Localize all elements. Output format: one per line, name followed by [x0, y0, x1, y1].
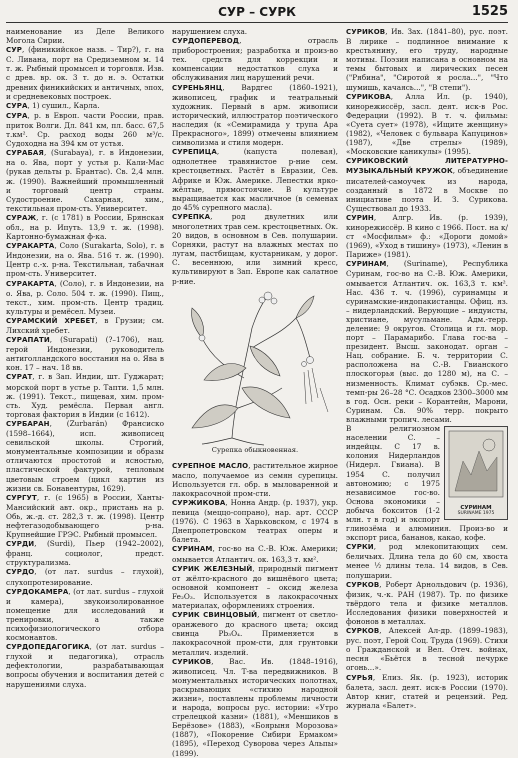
entry-text: (от лат. surdus – глухой и педагогика), отрасль дефектологии, разрабатывающая вопросы обучения и воспитания детей с нарушениями слуха. [6, 642, 164, 689]
entry-text: В религиозном населении С. – индейцы. С 17 в. колония Нидерландов (Нидерл. Гвиана). В 1954 С. получил автономию; с 1975 независимое гос-во. Основа экономики – добыча бокситов (1-2 млн. т в год) и экспорт глинозёма и алюминия. Произ-во и экспорт риса, бананов, какао, кофе. [346, 424, 508, 543]
entry-text: г. в Зап. Индии, шт. Гуджарат; морской порт в устье р. Тапти. 1,5 млн. ж. (1991). Текст., пищевая, хим. пром-сть. Худ. ремёсла. Первая англ. торговая фактория в Индии (с 1612). [6, 372, 164, 419]
column-2 [172, 27, 339, 758]
postage-stamp-icon [444, 426, 508, 520]
entry-text: гос-во на С.-В. Юж. Америки; омывается Атлантич. ок. 163,3 т. км². [172, 544, 338, 564]
dictionary-entry: СУРИК СВИНЦОВЫЙ, пигмент от светло-оранжевого до красного цвета; оксид свинца Pb₃O₄. Применяется в лакокрасочной пром-сти, для грунтовки металлич. изделий. [172, 610, 339, 657]
dictionary-entry: СУРИН, Алгр. Ив. (р. 1939), кинорежиссёр. В кино с 1966. Пост. на к/ст «Мосфильм» ф.: «Дороги домой» (1969), «Уход в тишину» (1973), «Ленин в Париже» (1981). [346, 212, 508, 260]
entry-text: (от лат. surdus – глухой и камера), звукоизолированное помещение для исследований и тренировки, а также психофизиологического отбора космонавтов. [6, 586, 165, 643]
entry-headword: СУРИК ЖЕЛЕЗНЫЙ [172, 564, 253, 573]
figure-caption: Сурепка обыкновенная. [211, 445, 299, 454]
entry-text: Роберт Арнольдович (р. 1936), физик, ч.-к. РАН (1987). Тр. по физике твёрдого тела и физике металлов. Исследования физики поверхностей и фононов в металлах. [346, 579, 509, 626]
dictionary-entry: СУРДОПЕРЕВОД, отрасль приборостроения; разработка и произ-во тех. средств для коррекции и компенсации недостатков слуха и обслуживания лиц нарушений речи. [172, 36, 338, 83]
dictionary-entry [6, 27, 164, 45]
entry-text: Вас. Ив. (1848–1916), живописец. Чл. Т-ва передвижников. В монументальных исторических полотнах, раскрывающих «стихию народной жизни», поставлены проблемы личности и народа, вопросы рус. истории: «Утро стрелецкой казни» (1881), «Меншиков в Берёзове» (1883), «Боярыня Морозова» (1887), «Покорение Сибири Ермаком» (1895), «Переход Суворова через Альпы» (1899). [172, 656, 339, 758]
entry-headword: СУРАКАРТА [6, 279, 55, 288]
entry-text: (финикийское назв. – Тир?), г. на С. Ливана, порт на Средиземном м. 14 т. ж. Рыбный промысел и торговля. Изв. с древ. вр. ок. 3 т. до н. э. Остатки древних финикийских и античных, эпох, и средневековых построек. [6, 45, 164, 101]
dictionary-entry: СУРИНАМ, (Suriname), Республика Суринам, гос-во на С.-В. Юж. Америки, омывается Атлантич. ок. 163,3 т. км². Нас. 436 т. ч. (1996), суринамцы и суринамские-индопакистанцы. Офиц. яз. – нидерландский. Верующие – индуисты, христиане, мусульмане. Адм.-терр. деление: 9 округов. Столица и гл. мор. порт – Парамарибо. Глава гос-ва – президент. Высш. законодат. орган – Нац. собрание. Б. ч. территории С. расположена на С.-В. Гвианского плоскогорья (выс. до 1280 м), на С. – низменность. Климат субэкв. Ср.-мес. темп-ры 26–28 °С. Осадков 2300–3000 мм в год. Осн. реки – Корантейн, Марони, Суринам. Св. 90% терр. покрыто влажными тропич. лесами. [346, 259, 508, 424]
entry-headword: СУРАБАЯ [6, 149, 44, 158]
entry-headword: СУР [6, 46, 22, 55]
dictionary-entry: СУРЖИКОВА, Нонна Андр. (р. 1937), укр. певица (меццо-сопрано), нар. арт. СССР (1976). С 1963 в Харьковском, с 1974 в Днепропетровском театрах оперы и балета. [172, 498, 339, 545]
dictionary-entry: СУРДОПЕДАГОГИКА, (от лат. surdus – глухой и педагогика), отрасль дефектологии, разрабатывающая вопросы обучения и воспитания детей с нарушениями слуха. [6, 642, 164, 689]
dictionary-entry: СУРДО, (от лат. surdus – глухой), слухопротезирование. [6, 567, 164, 587]
entry-text: Елиз. Як. (р. 1923), историк балета, засл. деят. иск-в России (1970). Автор книг, статей и рецензий. Ред. журнала «Балет». [346, 672, 508, 710]
entry-text: нарушением слуха. [172, 27, 248, 36]
column-1 [6, 27, 164, 692]
entry-headword: СУРДОКАМЕРА [6, 587, 69, 596]
dictionary-entry: СУРАПАТИ, (Surapati) (?–1706), нац. герой Индонезии, руководитель антиголландского восстания на о. Ява в кон. 17 – нач. 18 вв. [6, 335, 165, 373]
entry-headword: СУРГУТ [6, 493, 37, 502]
entry-headword: СУРИК СВИНЦОВЫЙ [172, 611, 258, 620]
entry-headword: СУРАКАРТА [6, 242, 55, 251]
entry-text: (капуста полевая), однолетнее травянистое р-ние сем. крестоцветных. Растёт в Евразии, Сев. Африке и Юж. Америке. Лепестки ярко-жёлтые, прямостоячие. В культуре выращивается как масличное (в семенах до 45% сурепного масла). [172, 147, 338, 212]
dictionary-entry: СУРЕПНОЕ МАСЛО, растительное жирное масло, получаемое из семян сурепицы. Используется гл. обр. в мыловаренной и лакокрасочной пром-сти. [172, 460, 338, 498]
entry-headword: СУРИНАМ [346, 260, 387, 269]
dictionary-entry: СУРЕНЬЯНЦ, Вардгес (1860–1921), живописец, график и театральный художник. Первый в арм. живописи исторический, иллюстратор поэтического наследия (к «Семирамида у трупа Ара Прекрасного», 1899) отмечены влиянием символизма и стиля модерн. [172, 82, 338, 148]
dictionary-entry: СУРЬЯ, Елиз. Як. (р. 1923), историк балета, засл. деят. иск-в России (1970). Автор книг, статей и рецензий. Ред. журнала «Балет». [346, 672, 508, 710]
stamp-title: СУРИНАМ [460, 504, 492, 511]
entry-text: объединение писателей-самоучек из народа, созданный в 1872 в Москве по инициативе поэта И. З. Сурикова. Существовал до 1933. [346, 166, 508, 213]
entry-headword: СУРИН [346, 213, 374, 222]
column-3 [346, 27, 509, 710]
dictionary-entry [172, 27, 338, 36]
dictionary-entry: СУРКИ, род млекопитающих сем. беличьих. Длина тела до 60 см, хвоста менее ½ длины тела. 14 видов, в Сев. полушарии. [346, 542, 508, 580]
dictionary-entry: СУРДИ, (Surdi), Пьер (1942–2002), франц. социолог, предст. структурализма. [6, 539, 164, 568]
entry-headword: СУРИНАМ [172, 545, 213, 554]
entry-text: Соло (Surakarta, Solo), г. в Индонезии, на о. Ява. 516 т. ж. (1990). Центр с.-х. р-на. Текстильная, табачная пром-сть. Университет. [6, 241, 164, 279]
entry-headword: СУРИКОВ [346, 28, 386, 36]
entry-headword: СУРЕПИЦА [172, 148, 217, 157]
entry-text: в Грузии; см. Лихский хребет. [6, 315, 164, 335]
entry-headword: СУРАМСКИЙ ХРЕБЕТ [6, 316, 96, 325]
dictionary-entry: СУРДОКАМЕРА, (от лат. surdus – глухой и камера), звукоизолированное помещение для исследований и тренировки, а также психофизиологического отбора космонавтов. [6, 586, 165, 643]
dictionary-entry: СУРИКОВ, Вас. Ив. (1848–1916), живописец. Чл. Т-ва передвижников. В монументальных исторических полотнах, раскрывающих «стихию народной жизни», поставлены проблемы личности и народа, вопросы рус. истории: «Утро стрелецкой казни» (1881), «Меншиков в Берёзове» (1883), «Боярыня Морозова» (1887), «Покорение Сибири Ермаком» (1895), «Переход Суворова через Альпы» (1899). [172, 656, 339, 758]
entry-headword: СУРЕПКА [172, 212, 211, 221]
entry-headword: СУРА [6, 101, 28, 110]
stamp-subtitle: SURINAME 1975 [457, 510, 495, 516]
entry-text: Нонна Андр. (р. 1937), укр. певица (меццо-сопрано), нар. арт. СССР (1976). С 1963 в Харьковском, с 1974 в Днепропетровском театрах оперы и балета. [172, 498, 339, 545]
entry-headword: СУРДО [6, 568, 35, 577]
entry-headword: СУРА [6, 111, 28, 120]
dictionary-entry: СУРА, р. в Европ. части России, прав. приток Волги. Дл. 841 км, пл. басс. 67,5 т.км². Ср. расход воды 260 м³/с. Судоходна на 394 км от устья. [6, 110, 165, 149]
header-rule [6, 22, 508, 23]
entry-text: (Surabaya), г. в Индонезии, на о. Ява, порт у устья р. Кали-Мас (рукав дельты р. Брантас). Св. 2,4 млн. ж. (1990). Важнейший промышленный и торговый центр страны. Судостроение. Сахарная, хим., текстильная пром-сть. Университет. [6, 148, 165, 213]
entry-headword: СУРДИ [6, 540, 35, 549]
running-head: СУР – СУРК [218, 5, 296, 19]
entry-text: пигмент от светло-оранжевого до красного цвета; оксид свинца Pb₃O₄. Применяется в лакокрасочной пром-сти, для грунтовки металлич. изделий. [172, 610, 339, 657]
dictionary-entry: СУРАБАЯ, (Surabaya), г. в Индонезии, на о. Ява, порт у устья р. Кали-Мас (рукав дельты р. Брантас). Св. 2,4 млн. ж. (1990). Важнейший промышленный и торговый центр страны. Судостроение. Сахарная, хим., текстильная пром-сть. Университет. [6, 148, 165, 213]
entry-text: наименование из Деле Великого Могола Сирии. [6, 27, 164, 46]
entry-text: 1) сушил., Карла. [32, 100, 100, 110]
dictionary-entry: СУРА, 1) сушил., Карла. [6, 100, 100, 110]
dictionary-entry: СУРИК ЖЕЛЕЗНЫЙ, природный пигмент от жёлто-красного до вишнёвого цвета; основной компонент – оксид железа Fe₂O₃. Используется в лакокрасочных материалах, оформлениях строения. [172, 563, 338, 611]
entry-text: Вардгес (1860–1921), живописец, график и театральный художник. Первый в арм. живописи исторический, иллюстратор поэтического наследия (к «Семирамида у трупа Ара Прекрасного», 1899) отмечены влиянием символизма и стиля модерн. [172, 82, 338, 148]
dictionary-entry: СУРКОВ, Роберт Арнольдович (р. 1936), физик, ч.-к. РАН (1987). Тр. по физике твёрдого тела и физике металлов. Исследования физики поверхностей и фононов в металлах. [346, 579, 509, 626]
dictionary-entry: СУРАКАРТА, Соло (Surakarta, Solo), г. в Индонезии, на о. Ява. 516 т. ж. (1990). Центр с.-х. р-на. Текстильная, табачная пром-сть. Университет. [6, 241, 164, 279]
dictionary-entry: СУРИНАМ, гос-во на С.-В. Юж. Америки; омывается Атлантич. ок. 163,3 т. км². [172, 544, 338, 564]
entry-text: Алла Ил. (р. 1940), кинорежиссёр, засл. деят. иск-в Рос. Федерации (1992). В т. ч. фильмы: «Суета сует» (1978), «Ищите женщину» (1982), «Человек с бульвара Капуцинов» (1987), «Две стрелы» (1989), «Московские каникулы» (1995). [346, 91, 509, 157]
dictionary-entry: СУРИКОВ, Ив. Зах. (1841–80), рус. поэт. В лирике – подлинное внимание к крестьянину, его труду, народные мотивы. Поэзия написана в основном на темы бытовых и лирических песен ("Рябина", "Сиротой я росла...", "Что шумишь, качаясь...", "В степи"). [346, 27, 508, 92]
entry-headword: СУРЕПНОЕ МАСЛО [172, 461, 249, 470]
entry-text: (от лат. surdus – глухой), слухопротезирование. [6, 567, 164, 587]
dictionary-entry: СУРАЖ, г. (с 1781) в России, Брянская обл., на р. Ипуть. 13,9 т. ж. (1998). Картонно-бумажная ф-ка. [6, 212, 164, 242]
entry-text: растительное жирное масло, получаемое из семян сурепицы. Используется гл. обр. в мыловаренной и лакокрасочной пром-сти. [172, 460, 338, 498]
entry-headword: СУРДОПЕРЕВОД [172, 37, 240, 46]
entry-headword: СУРАТ [6, 373, 33, 382]
dictionary-entry: СУРБАРАН, (Zurbarán) Франсиско (1598–1664), исп. живописец севильской школы. Строгий, монументальные композиции и образы отличаются простотой и ясностью, пластической фактурой, тепловым цветовым строем (цикл картин из жизни св. Бонавентуры, 1629). [6, 418, 164, 493]
entry-text: (Zurbarán) Франсиско (1598–1664), исп. живописец севильской школы. Строгий, монументальные композиции и образы отличаются простотой и ясностью, пластической фактурой, тепловым цветовым строем (цикл картин из жизни св. Бонавентуры, 1629). [6, 418, 164, 493]
entry-text: г. (с 1781) в России, Брянская обл., на р. Ипуть. 13,9 т. ж. (1998). Картонно-бумажная ф-ка. [6, 212, 164, 242]
entry-text: род двулетних или многолетних трав сем. крестоцветных. Ок. 20 видов, в основном в Сев. полушарии. Сорняки, растут на влажных местах по лугам, пастбищам, кустарникам, у дорог. С. весеннюю, или зимний кресс, культивируют в Зап. Европе как салатное р-ние. [172, 211, 339, 286]
entry-text: род млекопитающих сем. беличьих. Длина тела до 60 см, хвоста менее ½ длины тела. 14 видов, в Сев. полушарии. [346, 542, 508, 580]
dictionary-entry: СУРЕПКА, род двулетних или многолетних трав сем. крестоцветных. Ок. 20 видов, в основном в Сев. полушарии. Сорняки, растут на влажных местах по лугам, пастбищам, кустарникам, у дорог. С. весеннюю, или зимний кресс, культивируют в Зап. Европе как салатное р-ние. [172, 211, 339, 286]
dictionary-entry: СУРАМСКИЙ ХРЕБЕТ, в Грузии; см. Лихский хребет. [6, 315, 164, 335]
dictionary-entry: СУР, (финикийское назв. – Тир?), г. на С. Ливана, порт на Средиземном м. 14 т. ж. Рыбный промысел и торговля. Изв. с древ. вр. ок. 3 т. до н. э. Остатки древних финикийских и античных, эпох, и средневековых построек. [6, 45, 164, 101]
plant-illustration-icon [172, 288, 338, 446]
entry-text: отрасль приборостроения; разработка и произ-во тех. средств для коррекции и компенсации недостатков слуха и обслуживания лиц нарушений речи. [172, 36, 338, 83]
dictionary-entry: СУРГУТ, г. (с 1965) в России, Ханты-Мансийский авт. окр., пристань на р. Обь, ж.-д. ст. 282,3 т. ж. (1998). Центр нефтегазодобывающего р-на. Крупнейшие ГРЭС. Рыбный промысел. [6, 492, 164, 540]
dictionary-entry: СУРКОВ, Алексей Ал-др. (1899–1983), рус. поэт, Герой Соц. Труда (1969). Стихи о Гражданской и Вел. Отеч. войнах, песня «Бьётся в тесной печурке огонь...». [346, 626, 508, 673]
entry-headword: СУРИКОВ [172, 657, 212, 666]
stamp-picture [449, 431, 503, 497]
page-number: 1525 [471, 4, 508, 19]
entry-headword: СУРДОПЕДАГОГИКА [6, 643, 90, 652]
figure-surepka [172, 288, 338, 458]
dictionary-entry: СУРЕПИЦА, (капуста полевая), однолетнее травянистое р-ние сем. крестоцветных. Растёт в Евразии, Сев. Африке и Юж. Америке. Лепестки ярко-жёлтые, прямостоячие. В культуре выращивается как масличное (в семенах до 45% сурепного масла). [172, 147, 338, 212]
entry-headword: СУРЖИКОВА [172, 499, 226, 507]
entry-headword: СУРЕНЬЯНЦ [172, 83, 223, 92]
entry-headword: СУРКОВ [346, 580, 380, 589]
entry-headword: СУРКОВ [346, 627, 380, 636]
page-header [6, 4, 508, 20]
entry-text: природный пигмент от жёлто-красного до вишнёвого цвета; основной компонент – оксид железа Fe₂O₃. Используется в лакокрасочных материалах, оформлениях строения. [172, 563, 338, 611]
entry-text: (Surdi), Пьер (1942–2002), франц. социолог, предст. структурализма. [6, 539, 164, 568]
entry-text: (Suriname), Республика Суринам, гос-во на С.-В. Юж. Америки, омывается Атлантич. ок. 163,3 т. км². Нас. 436 т. ч. (1996), суринамцы и суринамские-индопакистанцы. Офиц. яз. – нидерландский. Верующие – индуисты, христиане, мусульмане. Адм.-терр. деление: 9 округов. Столица и гл. мор. порт – Парамарибо. Глава гос-ва – президент. Высш. законодат. орган – Нац. собрание. Б. ч. территории С. расположена на С.-В. Гвианского плоскогорья (выс. до 1280 м), на С. – низменность. Климат субэкв. Ср.-мес. темп-ры 26–28 °С. Осадков 2300–3000 мм в год. Осн. реки – Корантейн, Марони, Суринам. Св. 90% терр. покрыто влажными тропич. лесами. [346, 259, 508, 424]
entry-text: Алексей Ал-др. (1899–1983), рус. поэт, Герой Соц. Труда (1969). Стихи о Гражданской и Вел. Отеч. войнах, песня «Бьётся в тесной печурке огонь...». [346, 626, 508, 673]
dictionary-entry: СУРИКОВСКИЙ ЛИТЕРАТУРНО-МУЗЫКАЛЬНЫЙ КРУЖОК, объединение писателей-самоучек из народа, созданный в 1872 в Москве по инициативе поэта И. З. Сурикова. Существовал до 1933. [346, 157, 508, 213]
entry-text: (Surapati) (?–1706), нац. герой Индонезии, руководитель антиголландского восстания на о. Ява в кон. 17 – нач. 18 вв. [6, 335, 165, 373]
entry-text: Ив. Зах. (1841–80), рус. поэт. В лирике – подлинное внимание к крестьянину, его труду, народные мотивы. Поэзия написана в основном на темы бытовых и лирических песен ("Рябина", "Сиротой я росла...", "Что шумишь, качаясь...", "В степи"). [346, 27, 508, 92]
entry-text: Алгр. Ив. (р. 1939), кинорежиссёр. В кино с 1966. Пост. на к/ст «Мосфильм» ф.: «Дороги домой» (1969), «Уход в тишину» (1973), «Ленин в Париже» (1981). [346, 212, 508, 260]
dictionary-entry: СУРАТ, г. в Зап. Индии, шт. Гуджарат; морской порт в устье р. Тапти. 1,5 млн. ж. (1991). Текст., пищевая, хим. пром-сть. Худ. ремёсла. Первая англ. торговая фактория в Индии (с 1612). [6, 372, 164, 419]
entry-headword: СУРИКОВА [346, 92, 391, 101]
dictionary-entry: СУРИКОВА, Алла Ил. (р. 1940), кинорежиссёр, засл. деят. иск-в Рос. Федерации (1992). В т. ч. фильмы: «Суета сует» (1978), «Ищите женщину» (1982), «Человек с бульвара Капуцинов» (1987), «Две стрелы» (1989), «Московские каникулы» (1995). [346, 91, 509, 157]
entry-text: (Соло), г. в Индонезии, на о. Ява, р. Соло. 504 т. ж. (1990). Пищ., текст., хим. пром-сть. Центр традиц. культуры и ремёсел. Музеи. [6, 278, 164, 316]
entry-headword: СУРЬЯ [346, 673, 373, 682]
entry-text: р. в Европ. части России, прав. приток Волги. Дл. 841 км, пл. басс. 67,5 т.км². Ср. расход воды 260 м³/с. Судоходна на 394 км от устья. [6, 110, 165, 149]
entry-headword: СУРАЖ [6, 213, 37, 222]
entry-text: г. (с 1965) в России, Ханты-Мансийский авт. окр., пристань на р. Обь, ж.-д. ст. 282,3 т. ж. (1998). Центр нефтегазодобывающего р-на. Крупнейшие ГРЭС. Рыбный промысел. [6, 492, 164, 540]
entry-headword: СУРКИ [346, 543, 374, 552]
dictionary-entry: СУРАКАРТА, (Соло), г. в Индонезии, на о. Ява, р. Соло. 504 т. ж. (1990). Пищ., текст., хим. пром-сть. Центр традиц. культуры и ремёсел. Музеи. [6, 278, 164, 316]
entry-headword: СУРБАРАН [6, 419, 50, 428]
entry-headword: СУРИКОВСКИЙ ЛИТЕРАТУРНО-МУЗЫКАЛЬНЫЙ КРУЖОК [346, 157, 508, 176]
entry-headword: СУРАПАТИ [6, 336, 50, 345]
